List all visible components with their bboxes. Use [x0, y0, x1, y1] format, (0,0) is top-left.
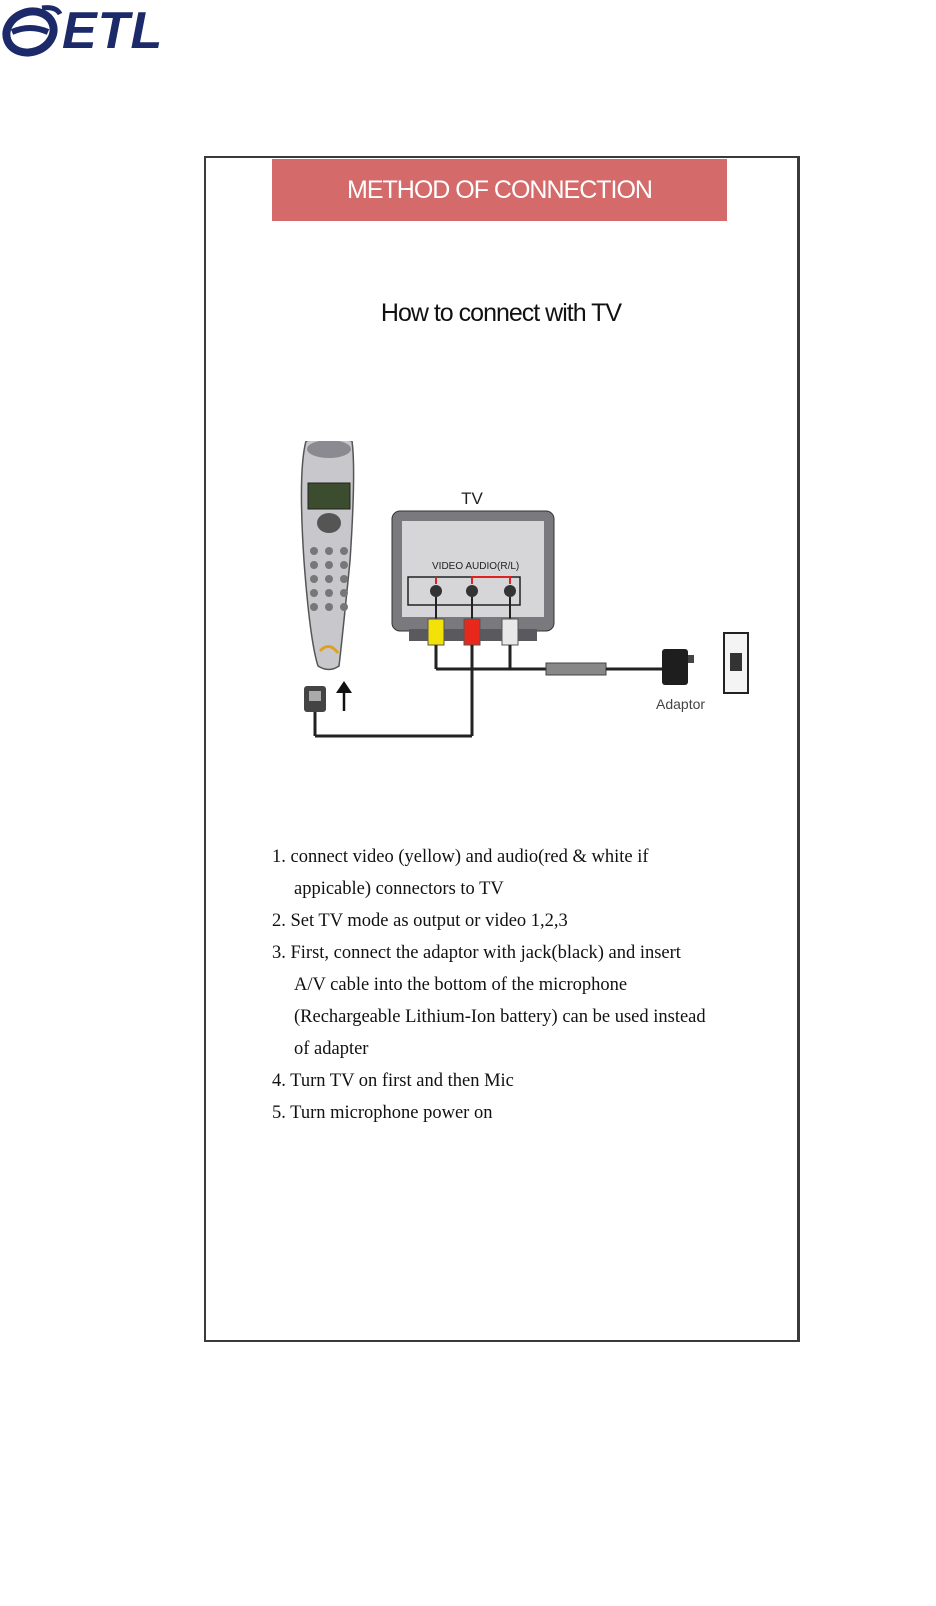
page-subtitle: How to connect with TV [380, 299, 622, 327]
arrow-up-icon [336, 681, 352, 711]
step-line: 3. First, connect the adaptor with jack(black) and insert [272, 943, 681, 963]
logo-text: ETL [62, 2, 164, 60]
microphone-icon [301, 441, 353, 670]
adaptor-icon [662, 649, 694, 685]
av-plug-icon [304, 686, 326, 712]
etl-logo [2, 2, 172, 60]
step-line: appicable) connectors to TV [294, 879, 504, 899]
wall-outlet-icon [724, 633, 748, 693]
step-line: 5. Turn microphone power on [272, 1103, 493, 1123]
step-line: A/V cable into the bottom of the microphone [294, 975, 628, 995]
connection-diagram [284, 441, 774, 771]
list-item [272, 841, 792, 905]
step-line: 2. Set TV mode as output or video 1,2,3 [272, 911, 568, 931]
step-line: 4. Turn TV on first and then Mic [272, 1071, 514, 1091]
step-line: 1. connect video (yellow) and audio(red & white if [272, 847, 649, 867]
adaptor-label: Adaptor [656, 696, 706, 712]
list-item [272, 905, 792, 937]
step-line: (Rechargeable Lithium-Ion battery) can be used instead [294, 1007, 706, 1027]
list-item [272, 937, 792, 1065]
step-line: of adapter [294, 1039, 369, 1059]
tv-label: TV [461, 489, 483, 508]
section-banner: METHOD OF CONNECTION [272, 159, 727, 221]
swirl-e-logo-icon [2, 2, 62, 58]
instruction-steps [272, 841, 792, 1129]
jack-label: VIDEO AUDIO(R/L) [432, 561, 520, 572]
instruction-panel [204, 156, 800, 1342]
list-item [272, 1065, 792, 1097]
list-item [272, 1097, 792, 1129]
